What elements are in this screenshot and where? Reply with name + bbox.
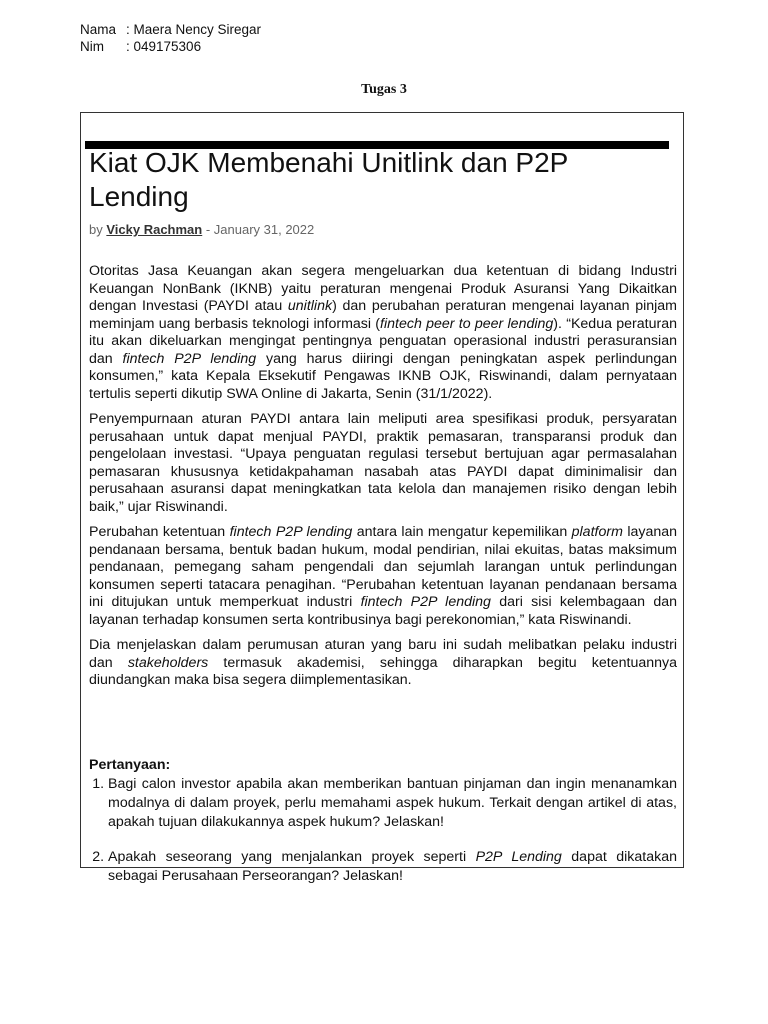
student-info <box>80 21 261 55</box>
p1-text-a: Otoritas Jasa Keuangan akan segera mengeluarkan dua ketentuan di bidang Industri Keuangan NonBank (IKNB) yaitu peraturan mengenai Produk Asuransi Yang Dikaitkan dengan Investasi (PAYDI atau <box>89 263 677 314</box>
p4-text-c: termasuk akademisi, sehingga diharapkan begitu ketentuannya diundangkan maka bisa segera diimplementasikan. <box>89 654 677 688</box>
name-row <box>80 21 261 38</box>
questions-heading: Pertanyaan: <box>89 757 171 773</box>
nim-row <box>80 38 261 55</box>
p4-italic-stakeholders: stakeholders <box>127 654 209 671</box>
p4-text-a: Dia menjelaskan dalam perumusan aturan yang baru ini sudah melibatkan pelaku industri dan <box>89 637 677 671</box>
questions-list <box>89 775 677 886</box>
q2-text-a: Apakah seseorang yang menjalankan proyek seperti <box>108 849 476 865</box>
article-body <box>89 263 677 698</box>
article-date: - January 31, 2022 <box>202 222 315 237</box>
p1-italic-p2p: fintech P2P lending <box>122 350 257 367</box>
paragraph-3 <box>89 524 677 629</box>
name-value: : Maera Nency Siregar <box>126 22 262 37</box>
p3-text-c: antara lain mengatur kepemilikan <box>352 524 572 540</box>
p3-italic-fintech-2: fintech P2P lending <box>360 594 491 610</box>
name-label: Nama <box>80 22 117 37</box>
p1-text-e: ). “Kedua peraturan itu akan dikeluarkan mengingat pentingnya penguatan operasional industri perasuransian dan <box>89 315 677 367</box>
nim-label: Nim <box>80 39 104 54</box>
paragraph-2: Penyempurnaan aturan PAYDI antara lain meliputi area spesifikasi produk, persyaratan perusahaan untuk dapat menjual PAYDI, praktik pemasaran, transparansi produk dan pengelolaan investasi. “Upaya penguatan regulasi tersebut bertujuan agar permasalahan pemasaran khususnya ketidakpahaman nasabah atas PAYDI dapat diminimalisir dan perusahaan asuransi dapat meningkatkan tata kelola dan manajemen risiko dengan lebih baik,” ujar Riswinandi. <box>89 411 677 515</box>
p3-italic-platform: platform <box>571 524 623 540</box>
p1-text-c: ) dan perubahan peraturan mengenai layanan pinjam meminjam uang berbasis teknologi informasi ( <box>89 298 678 332</box>
p3-text-a: Perubahan ketentuan <box>89 524 230 540</box>
questions-section <box>89 756 677 902</box>
p3-italic-fintech: fintech P2P lending <box>229 524 353 540</box>
p1-italic-fintech: fintech peer to peer lending <box>380 315 554 332</box>
question-2 <box>108 848 677 886</box>
p3-text-e: layanan pendanaan bersama, bentuk badan hukum, modal pendirian, nilai ekuitas, batas maksimum pendanaan, pemegang saham pengendali dan sejumlah larangan untuk perlindungan konsumen seperti tatacara penagihan. “Perubahan ketentuan layanan pendanaan bersama ini ditujukan untuk memperkuat industri <box>89 524 678 610</box>
p3-text-g: dari sisi kelembagaan dan layanan terhadap konsumen serta kontribusinya bagi perekonomian,” kata Riswinandi. <box>89 594 677 628</box>
byline-by: by <box>89 222 103 237</box>
article-title: Kiat OJK Membenahi Unitlink dan P2P Lending <box>89 147 568 212</box>
p1-text-g: yang harus diiringi dengan peningkatan aspek perlindungan konsumen,” kata Kepala Eksekutif Pengawas IKNB OJK, Riswinandi, dalam pernyataan tertulis seperti dikutip SWA Online di Jakarta, Senin (31/1/2022). <box>89 350 677 402</box>
assignment-title: Tugas 3 <box>361 82 407 97</box>
paragraph-4 <box>89 637 677 690</box>
paragraph-1 <box>89 263 677 403</box>
question-1: 1. Bagi calon investor apabila akan memberikan bantuan pinjaman dan ingin menanamkan modalnya di dalam proyek, perlu memahami aspek hukum. Terkait dengan artikel di atas, apakah tujuan dilakukannya aspek hukum? Jelaskan! <box>108 775 677 832</box>
q2-italic-p2p: P2P Lending <box>475 849 562 865</box>
author-link[interactable]: Vicky Rachman <box>106 222 203 237</box>
nim-value: : 049175306 <box>126 39 202 54</box>
byline <box>89 222 314 237</box>
p1-italic-unitlink: unitlink <box>287 298 333 314</box>
q2-text-c: dapat dikatakan sebagai Perusahaan Perseorangan? Jelaskan! <box>108 849 678 884</box>
